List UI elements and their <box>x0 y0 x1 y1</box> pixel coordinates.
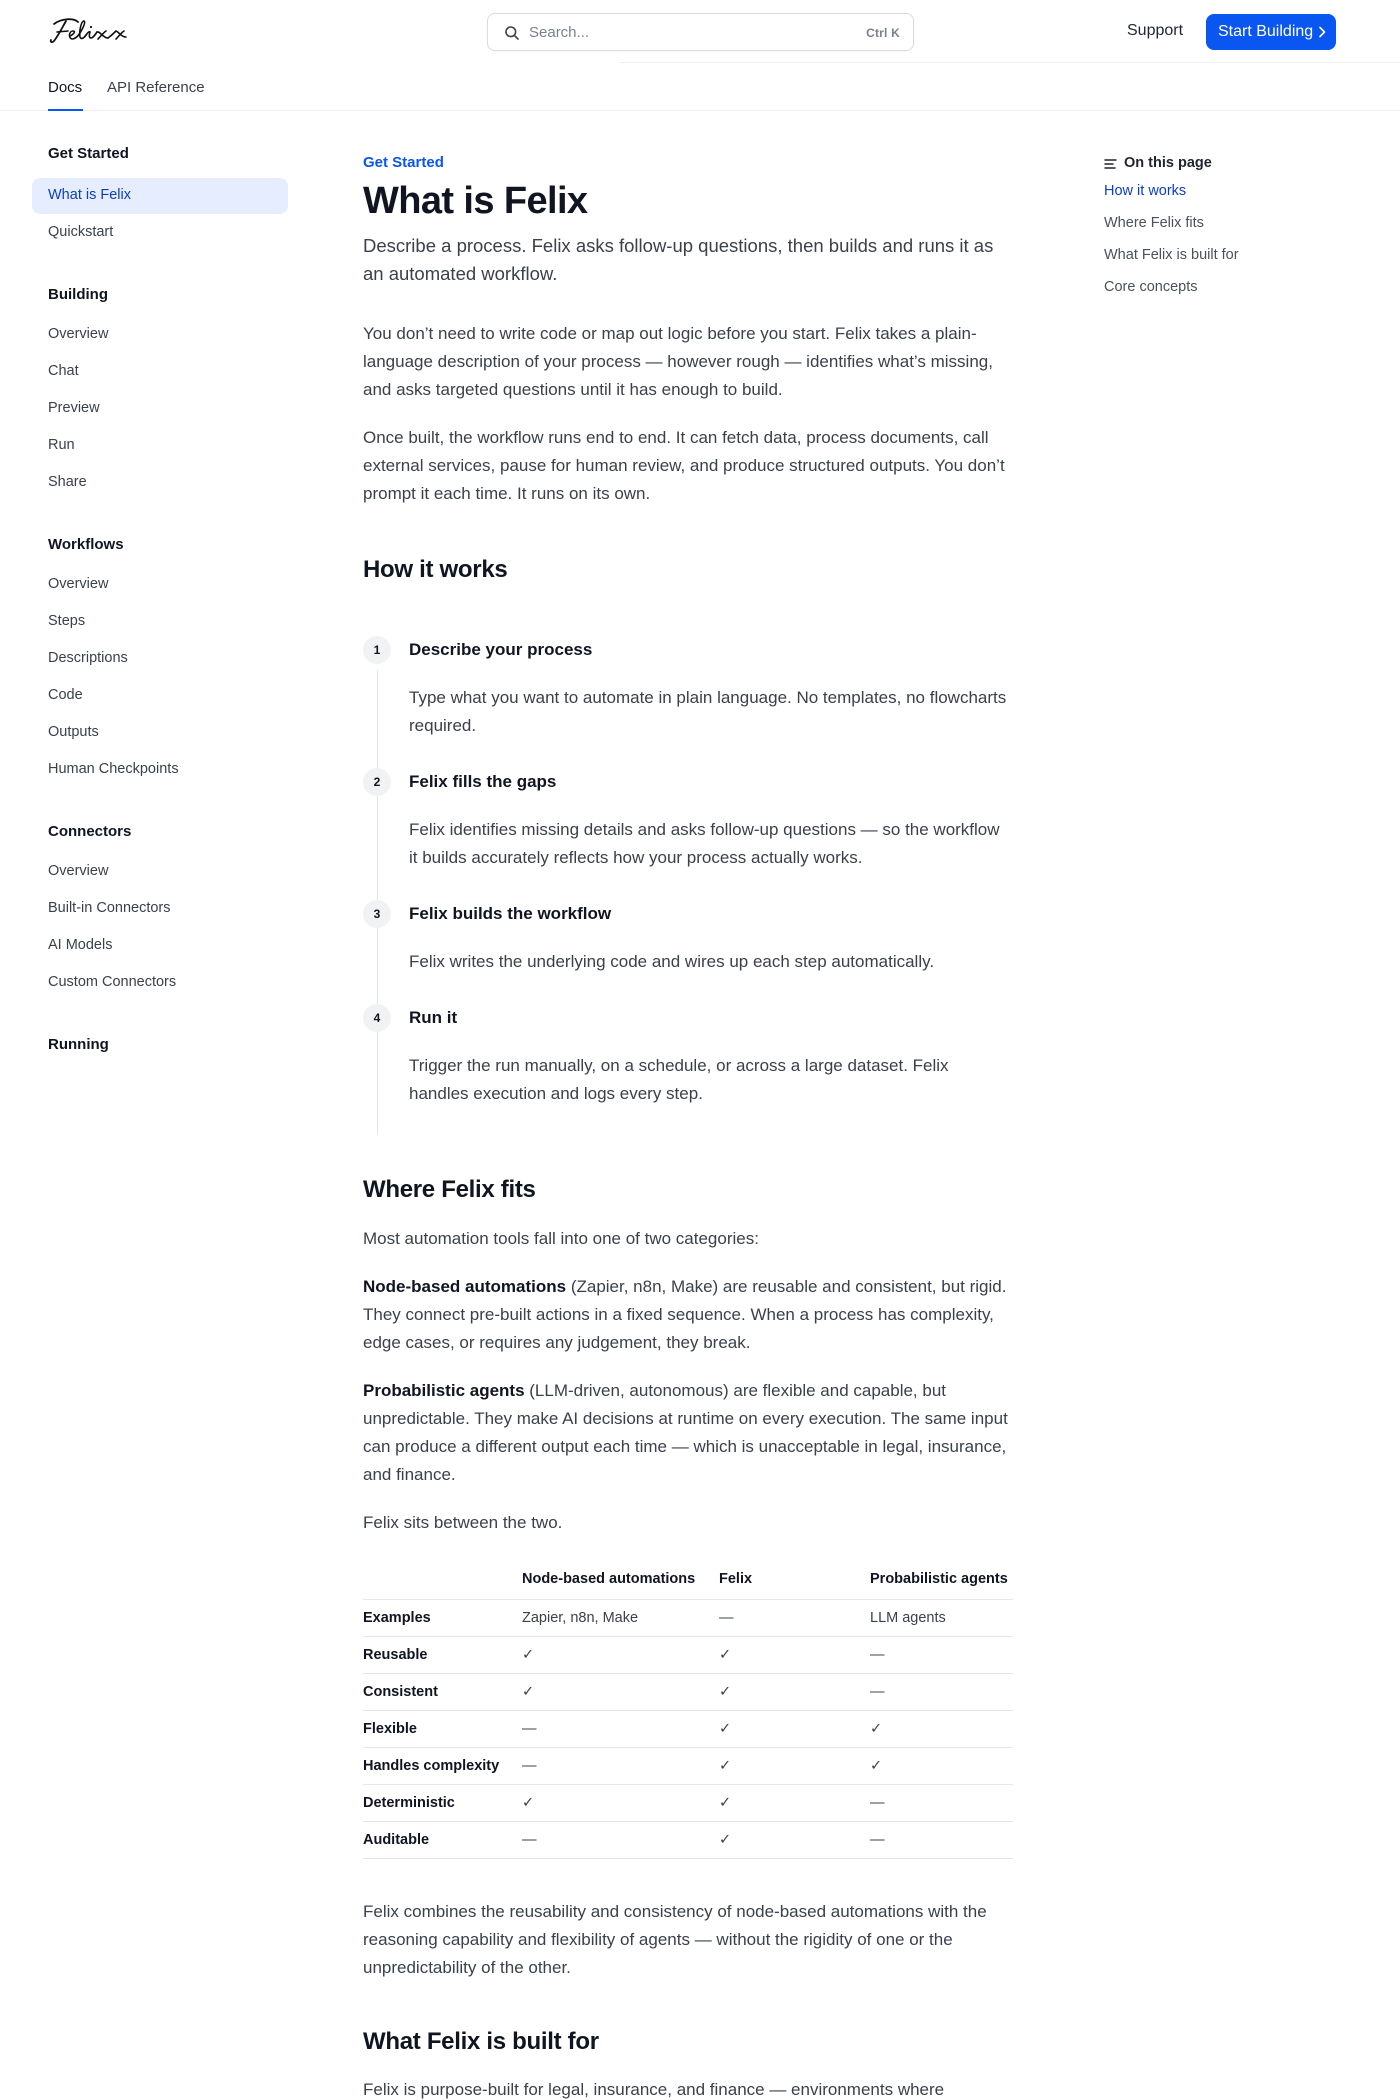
agents-description: (LLM-driven, autonomous) are flexible and capable, but unpredictable. They make AI decisions at runtime on every execution. The same input can produce a different output each time — which is unacceptable in legal, insurance, and finance. <box>363 1381 1008 1484</box>
sidebar-item-outputs[interactable]: Outputs <box>48 724 99 740</box>
sidebar-item-human-checkpoints[interactable]: Human Checkpoints <box>48 761 179 777</box>
table-cell: — <box>870 1636 1013 1673</box>
sidebar-item-share[interactable]: Share <box>48 474 87 490</box>
step-title: Run it <box>409 1008 458 1027</box>
sidebar-section-workflows: Workflows <box>48 536 124 553</box>
table-cell: ✓ <box>719 1636 870 1673</box>
header-divider <box>620 62 1400 63</box>
heading-how-it-works: How it works <box>363 556 508 583</box>
step-connector-line <box>377 1038 378 1124</box>
page-lead: Describe a process. Felix asks follow-up questions, then builds and runs it as an automated workflow. <box>363 235 994 284</box>
page-title: What is Felix <box>363 180 588 222</box>
table-cell: ✓ <box>522 1673 719 1710</box>
node-based-paragraph <box>363 1273 1013 1357</box>
table-cell: — <box>522 1710 719 1747</box>
toc-item-how-it-works[interactable]: How it works <box>1104 183 1187 199</box>
support-link[interactable]: Support <box>1127 22 1184 39</box>
table-cell: — <box>522 1747 719 1784</box>
step-title: Felix fills the gaps <box>409 772 557 791</box>
table-cell: — <box>522 1821 719 1858</box>
node-based-term: Node-based automations <box>363 1277 567 1296</box>
table-row-label: Handles complexity <box>363 1747 522 1784</box>
step-number-badge: 3 <box>363 900 391 928</box>
table-row <box>363 1821 1013 1858</box>
step-body: Felix identifies missing details and asks follow-up questions — so the workflow it builds accurately reflects how your process actually works. <box>409 820 1000 867</box>
table-row-label: Deterministic <box>363 1784 522 1821</box>
top-header <box>0 0 1400 111</box>
node-based-description: (Zapier, n8n, Make) are reusable and consistent, but rigid. They connect pre-built actions in a fixed sequence. When a process has complexity, edge cases, or requires any judgement, they break. <box>363 1277 1007 1352</box>
table-cell: — <box>719 1599 870 1636</box>
search-shortcut: Ctrl K <box>866 26 900 40</box>
intro-paragraph: Once built, the workflow runs end to end. It can fetch data, process documents, call external services, pause for human review, and produce structured outputs. You don’t prompt it each time. It runs on its own. <box>363 428 1005 503</box>
sidebar-item-connectors-overview[interactable]: Overview <box>48 863 109 879</box>
step-body: Trigger the run manually, on a schedule, or across a large dataset. Felix handles execution and logs every step. <box>409 1056 949 1103</box>
table-cell: ✓ <box>870 1710 1013 1747</box>
table-cell: Zapier, n8n, Make <box>522 1599 719 1636</box>
breadcrumb-section: Get Started <box>363 154 444 171</box>
table-cell: ✓ <box>522 1636 719 1673</box>
table-cell: LLM agents <box>870 1599 1013 1636</box>
sidebar-item-steps[interactable]: Steps <box>48 613 86 629</box>
where-fits-summary: Felix combines the reusability and consistency of node-based automations with the reasoning capability and flexibility of agents — without the rigidity of one or the unpredictability of the other. <box>363 1902 987 1977</box>
table-cell: — <box>870 1784 1013 1821</box>
sidebar-section-building: Building <box>48 286 108 303</box>
table-cell: ✓ <box>870 1747 1013 1784</box>
where-fits-intro: Most automation tools fall into one of two categories: <box>363 1229 759 1248</box>
table-row-label: Consistent <box>363 1673 522 1710</box>
toc-item-where-felix-fits[interactable]: Where Felix fits <box>1104 215 1204 231</box>
table-row-label: Reusable <box>363 1636 522 1673</box>
toc-item-what-felix-is-built-for[interactable]: What Felix is built for <box>1104 247 1239 263</box>
table-cell: ✓ <box>719 1784 870 1821</box>
step-body: Felix writes the underlying code and wires up each step automatically. <box>409 952 935 971</box>
sidebar-item-built-in-connectors[interactable]: Built-in Connectors <box>48 900 171 916</box>
start-building-label: Start Building <box>1218 23 1314 40</box>
sidebar-item-code[interactable]: Code <box>48 687 83 703</box>
search-placeholder: Search... <box>529 24 590 41</box>
agents-paragraph <box>363 1377 1013 1489</box>
table-cell: — <box>870 1821 1013 1858</box>
agents-term: Probabilistic agents <box>363 1381 525 1400</box>
sidebar-item-what-is-felix[interactable] <box>32 178 288 214</box>
tab-api-reference[interactable]: API Reference <box>107 79 205 96</box>
table-cell: ✓ <box>522 1784 719 1821</box>
comparison-table <box>363 1559 1013 1859</box>
table-header <box>363 1559 522 1599</box>
step-title: Felix builds the workflow <box>409 904 612 923</box>
built-for-paragraph: Felix is purpose-built for legal, insurance, and finance — environments where <box>363 2080 945 2099</box>
sidebar-item-descriptions[interactable]: Descriptions <box>48 650 128 666</box>
felix-logo[interactable] <box>48 14 132 48</box>
table-header-row <box>363 1559 1013 1599</box>
table-header: Felix <box>719 1559 870 1599</box>
sidebar-item-building-overview[interactable]: Overview <box>48 326 109 342</box>
step-title: Describe your process <box>409 640 593 659</box>
sidebar-section-running: Running <box>48 1036 109 1052</box>
step-number-badge: 2 <box>363 768 391 796</box>
sidebar-item-chat[interactable]: Chat <box>48 363 79 379</box>
sidebar-section-get-started: Get Started <box>48 145 129 162</box>
table-row <box>363 1599 1013 1636</box>
felix-between-text: Felix sits between the two. <box>363 1513 563 1532</box>
table-row <box>363 1747 1013 1784</box>
search-input[interactable] <box>487 13 914 51</box>
table-cell: ✓ <box>719 1710 870 1747</box>
list-icon <box>1104 157 1118 171</box>
table-row <box>363 1636 1013 1673</box>
table-cell: ✓ <box>719 1747 870 1784</box>
sidebar-item-label: What is Felix <box>48 187 131 203</box>
table-row <box>363 1673 1013 1710</box>
table-cell: — <box>870 1673 1013 1710</box>
sidebar-item-run[interactable]: Run <box>48 437 75 453</box>
step-number-badge: 4 <box>363 1004 391 1032</box>
sidebar-item-workflows-overview[interactable]: Overview <box>48 576 109 592</box>
step-body: Type what you want to automate in plain language. No templates, no flowcharts required. <box>409 688 1007 735</box>
sidebar-section-connectors: Connectors <box>48 823 132 840</box>
tab-docs[interactable]: Docs <box>48 79 83 96</box>
table-row-label: Auditable <box>363 1821 522 1858</box>
chevron-right-icon <box>1318 26 1326 38</box>
table-header: Node-based automations <box>522 1559 719 1599</box>
felix-logo-mark <box>48 14 132 48</box>
sidebar-item-quickstart[interactable]: Quickstart <box>48 224 114 240</box>
sidebar-nav <box>0 112 300 1052</box>
table-row <box>363 1710 1013 1747</box>
table-header: Probabilistic agents <box>870 1559 1013 1599</box>
start-building-button[interactable] <box>1206 14 1336 50</box>
sidebar-item-preview[interactable]: Preview <box>48 400 100 416</box>
table-cell: ✓ <box>719 1821 870 1858</box>
intro-paragraph: You don’t need to write code or map out logic before you start. Felix takes a plain-language description of your process — however rough — identifies what’s missing, and asks targeted questions until it has enough to build. <box>363 324 993 399</box>
tab-active-indicator <box>48 109 83 111</box>
toc-item-core-concepts[interactable]: Core concepts <box>1104 279 1198 295</box>
table-cell: ✓ <box>719 1673 870 1710</box>
search-icon <box>504 25 520 41</box>
sidebar-item-ai-models[interactable]: AI Models <box>48 937 113 953</box>
step-number-badge: 1 <box>363 636 391 664</box>
sidebar-item-custom-connectors[interactable]: Custom Connectors <box>48 974 177 990</box>
heading-what-felix-is-built-for: What Felix is built for <box>363 2028 599 2055</box>
table-row-label: Examples <box>363 1599 522 1636</box>
toc-title: On this page <box>1124 155 1212 171</box>
table-row-label: Flexible <box>363 1710 522 1747</box>
table-row <box>363 1784 1013 1821</box>
heading-where-felix-fits: Where Felix fits <box>363 1176 536 1203</box>
